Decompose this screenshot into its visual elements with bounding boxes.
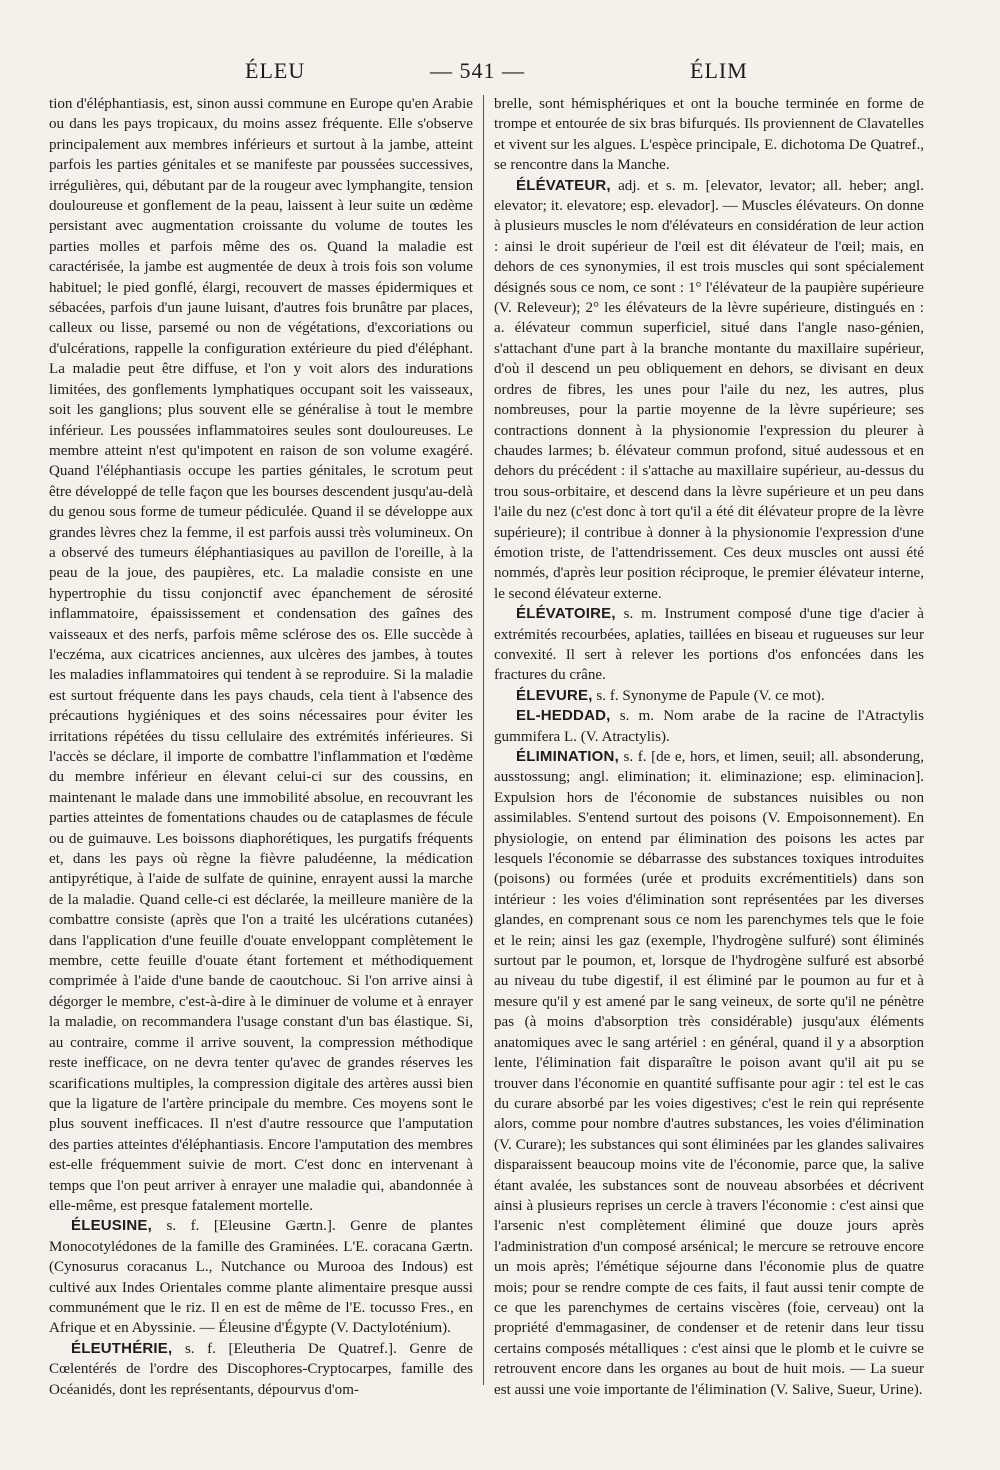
- running-head-right: ÉLIM: [690, 58, 748, 83]
- headword: ÉLIMINATION,: [516, 748, 619, 765]
- headword: EL-HEDDAD,: [516, 707, 611, 725]
- page-number: — 541 —: [430, 58, 525, 83]
- entry-elevure: [494, 686, 924, 706]
- headword: ÉLÉVATOIRE,: [516, 605, 616, 623]
- entry-text: s. f. [Eleusine Gærtn.]. Genre de plantes Monocotylédones de la famille des Graminées. L'E. coracana Gærtn. (Cynosurus coracanus L., Nutchance ou Murooa des Indous) est cultivé aux Indes Orientales comme plante alimentaire presque aussi communément que le riz. Il en est de même de l'E. tocusso Fres., en Afrique et en Abyssinie. — Éleusine d'Égypte (V. Dactyloténium).: [49, 1218, 473, 1337]
- entry-eleusine: [49, 1216, 473, 1338]
- headword: ÉLEUTHÉRIE,: [71, 1339, 173, 1357]
- headword: ÉLEUSINE,: [71, 1217, 152, 1235]
- entry-text: s. m. Instrument composé d'une tige d'acier à extrémités recourbées, aplaties, taillées en biseau et rugueuses sur leur convexité. Il sert à relever les portions d'os enfoncées dans les fractures du crâne.: [494, 606, 924, 684]
- entry-eleutherie: [49, 1339, 473, 1400]
- entry-text: s. f. [de e, hors, et limen, seuil; all. absonderung, ausstossung; angl. elimination; it. eliminazione; esp. eliminacion]. Expulsion hors de l'économie de substances nuisibles ou non assimilables. S'entend surtout des poisons (V. Empoisonnement). En physiologie, on entend par élimination des poisons les actes par lesquels l'économie se débarrasse des substances toxiques introduites (poisons) ou formées (urée et produits excrémentitiels) dans son intérieur : les voies d'élimination sont représentées par les diverses glandes, en comprenant sous ce nom les parenchymes tels que le foie et le rein; ainsi les gaz (exemple, l'hydrogène sulfuré) sont éliminés surtout par le poumon, et, lorsque de l'hydrogène sulfuré est absorbé au niveau du tube digestif, il est éliminé par le poumon au fur et à mesure qu'il y est amené par le sang veineux, de sorte qu'il ne pénètre pas (à moins d'absorption très considérable) jusqu'aux éléments anatomiques avec le sang artériel : en général, quand il y a absorption lente, l'élimination fait disparaître le poison avant qu'il ait pu se trouver dans l'économie en quantité suffisante pour agir : tel est le cas du curare absorbé par les voies digestives; c'est le rein qui représente alors, comme pour nombre d'autres substances, les voies d'élimination (V. Curare); les substances qui sont éliminées par les glandes salivaires disparaissent beaucoup moins vite de l'économie, parce que, la salive étant avalée, les substances sont de nouveau absorbées et décrivent ainsi à plusieurs reprises un cercle à travers l'économie : c'est ainsi que l'arsenic n'est complètement éliminé que douze jours après l'administration d'un composé arsénical; le mercure se retrouve encore un mois après; l'émétique séjourne dans l'économie plus de quatre mois; pour se rendre compte de ces faits, il faut aussi tenir compte de ce que les parenchymes de certains viscères (foie, cerveau) ont la propriété d'emmagasiner, de condenser et de retenir dans leur tissu certains composés métalliques : c'est ainsi que le plomb et le cuivre se retrouvent encore dans les organes au bout de huit mois. — La sueur est aussi une voie importante de l'élimination (V. Salive, Sueur, Urine).: [494, 749, 924, 1398]
- headword: ÉLEVURE,: [516, 686, 593, 704]
- column-divider: [483, 95, 484, 1385]
- entry-text: s. f. [Eleutheria De Quatref.]. Genre de Cœlentérés de l'ordre des Discophores-Cryptocarpes, famille des Océanidés, dont les représentants, dépourvus d'om-: [49, 1340, 474, 1398]
- page-header: [0, 58, 1000, 88]
- entry-el-heddad: [494, 706, 924, 747]
- right-column: [494, 94, 924, 1400]
- entry-elevatoire: [494, 604, 924, 686]
- elephantiasis-continuation: tion d'éléphantiasis, est, sinon aussi commune en Europe qu'en Arabie ou dans les pays tropicaux, du moins assez fréquente. Elle s'observe principalement aux membres inférieurs et surtout à la jambe, atteint parfois les parties génitales et se manifeste par poussées successives, irrégulières, qui, débutant par de la rougeur avec lymphangite, tension douloureuse et gonflement de la peau, laissent à leur suite un œdème persistant avec augmentation croissante du volume de toutes les parties molles et parfois même des os. Quand la maladie est caractérisée, la jambe est augmentée de deux à trois fois son volume habituel; le pied gonflé, élargi, recouvert de masses épidermiques et sébacées, parfois d'un jaune luisant, d'autres fois brunâtre par places, calleux ou lisse, parsemé ou non de végétations, d'excoriations ou d'ulcérations, rappelle la configuration extérieure du pied d'éléphant. La maladie peut être diffuse, et l'on y voit alors des indurations limitées, des gonflements lymphatiques occupant soit les vaisseaux, soit les ganglions; plus souvent elle se généralise à tout le membre inférieur. Les poussées inflammatoires seules sont douloureuses. Le membre atteint n'est qu'impotent en raison de son volume exagéré. Quand l'éléphantiasis occupe les parties génitales, le scrotum peut être développé de telle façon que les bourses descendent jusqu'au-delà du genou sous forme de tumeur pédiculée. Quand il se développe aux grandes lèvres chez la femme, il est parfois aussi très volumineux. On a observé des tumeurs éléphantiasiques au pavillon de l'oreille, à la peau de la joue, des paupières, etc. La maladie consiste en une hypertrophie du tissu conjonctif avec épanchement de sérosité inflammatoire, épaississement et condensation des gaînes des vaisseaux et des nerfs, parfois même sclérose des os. Elle succède à l'eczéma, aux cicatrices anciennes, aux ulcères des jambes, à toutes les maladies inflammatoires qui tendent à se reproduire. Si la maladie est surtout fréquente dans les pays chauds, cela tient à l'absence des précautions hygiéniques et des soins nécessaires pour éviter les irritations répétées du tissu cellulaire des extrémités inférieures. Si l'accès se déclare, il importe de combattre l'inflammation et l'œdème du membre inférieur en élevant celui-ci sur des coussins, en maintenant le malade dans une immobilité absolue, en recouvrant les parties atteintes de fomentations chaudes ou de cataplasmes de fécule ou de guimauve. Les boissons diaphorétiques, les purgatifs fréquents et, dans les pays où règne la fièvre paludéenne, la médication antipyrétique, à l'aide de sulfate de quinine, enrayent aussi la marche de la maladie. Quand celle-ci est déclarée, la meilleure manière de la combattre consiste (après que l'on a traité les ulcérations cutanées) dans l'application d'une feuille d'ouate enveloppant complètement le membre, cette feuille d'ouate étant fortement et méthodiquement comprimée à l'aide d'une bande de caoutchouc. Si l'on arrive ainsi à dégorger le membre, c'est-à-dire à le diminuer de volume et à enrayer la maladie, on recommandera l'usage constant d'un bas élastique. Si, au contraire, comme il arrive souvent, la compression méthodique reste inefficace, on ne devra tenter qu'avec de grandes réserves les scarifications multiples, la compression digitale des artères aussi bien que la ligature de l'artère principale du membre. Ces moyens sont le plus souvent inefficaces. Il n'est d'autre ressource que l'amputation des parties atteintes d'éléphantiasis. Encore l'amputation des membres est-elle fréquemment suivie de mort. C'est donc en intervenant à temps que l'on peut arriver à enrayer une maladie qui, abandonnée à elle-même, est presque fatalement mortelle.: [49, 96, 473, 1214]
- entry-elevateur: [494, 176, 924, 605]
- entry-text: adj. et s. m. [elevator, levator; all. heber; angl. elevator; it. elevatore; esp. elevador]. — Muscles élévateurs. On donne à plusieurs muscles le nom d'élévateurs en considération de leur action : ainsi le droit supérieur de l'œil est dit élévateur de l'œil; mais, en dehors de ces synonymies, il est trois muscles qui sont spécialement désignés sous ce nom, ce sont : 1° l'élévateur de la paupière supérieure (V. Releveur); 2° les élévateurs de la lèvre supérieure, distingués en : a. élévateur commun superficiel, situé dans l'angle naso-génien, s'attachant d'une part à la branche montante du maxillaire supérieur, d'où il descend un peu obliquement en dehors, se divisant en deux ordres de fibres, les unes pour l'aile du nez, les autres, plus nombreuses, pour la partie moyenne de la lèvre supérieure; ses contractions donnent à la physionomie l'expression du pleurer à chaudes larmes; b. élévateur commun profond, situé audessous et en dehors du précédent : il s'attache au maxillaire supérieur, au-dessus du trou sous-orbitaire, et descend dans la lèvre supérieure et un peu dans l'aile du nez (c'est donc à tort qu'il a été dit élévateur propre de la lèvre supérieure); il contribue à donner à la physionomie l'expression d'une émotion triste, de l'attendrissement. Ces deux muscles ont aussi été nommés, d'après leur position réciproque, le premier élévateur interne, le second élévateur externe.: [494, 177, 925, 602]
- entry-elimination: [494, 747, 924, 1400]
- headword: ÉLÉVATEUR,: [516, 176, 611, 194]
- entry-text: s. m. Nom arabe de la racine de l'Atractylis gummifera L. (V. Atractylis).: [494, 708, 924, 745]
- running-head-left: ÉLEU: [245, 58, 306, 83]
- entry-text: s. f. Synonyme de Papule (V. ce mot).: [596, 687, 825, 704]
- eleutherie-continuation: brelle, sont hémisphériques et ont la bouche terminée en forme de trompe et entourée de six bras bifurqués. Ils proviennent de Clavatelles et vivent sur les algues. L'espèce principale, E. dichotoma De Quatref., se rencontre dans la Manche.: [494, 96, 924, 174]
- left-column: [49, 94, 473, 1400]
